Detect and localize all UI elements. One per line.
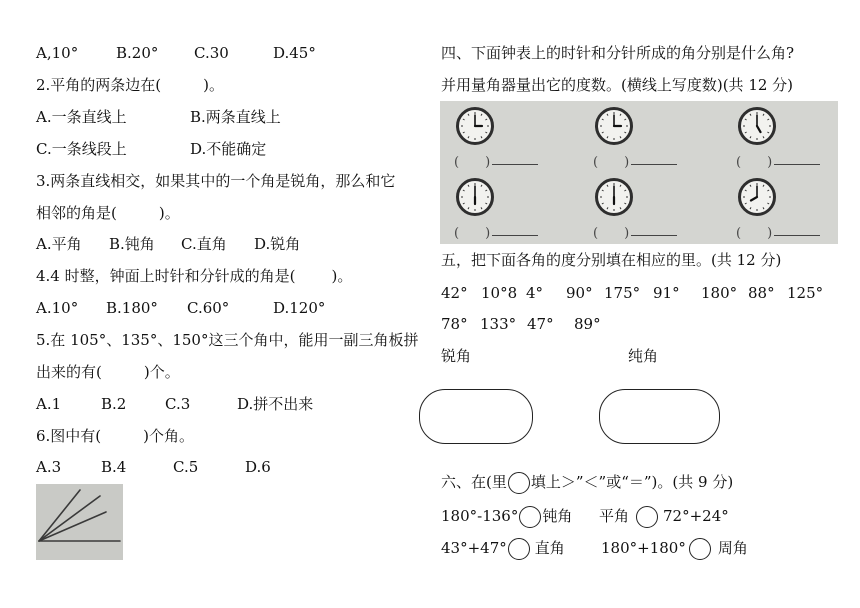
angle-value: 125° xyxy=(787,284,824,302)
angle-value: 42° xyxy=(441,284,468,302)
angle-type-blank[interactable]: ( ) xyxy=(593,155,630,170)
hour-hand xyxy=(751,197,757,201)
obtuse-answer-oval[interactable] xyxy=(599,389,720,444)
q5-option-c[interactable]: C.3 xyxy=(165,395,191,413)
angle-type-blank[interactable]: ( ) xyxy=(736,226,773,241)
q5-option-a[interactable]: A.1 xyxy=(36,395,62,413)
degree-answer-line[interactable] xyxy=(492,235,538,236)
answer-circle-icon xyxy=(508,472,530,494)
angle-value: 180° xyxy=(701,284,738,302)
q3-option-c[interactable]: C.直角 xyxy=(181,235,227,253)
q6-option-a[interactable]: A.3 xyxy=(36,458,62,476)
angle-value: 133° xyxy=(480,315,517,333)
compare-circle-1[interactable] xyxy=(519,506,541,528)
q3-option-b[interactable]: B.钝角 xyxy=(109,235,155,253)
q5-option-d[interactable]: D.拼不出来 xyxy=(237,395,314,413)
degree-answer-line[interactable] xyxy=(774,164,820,165)
q2-stem: 2.平角的两条边在( )。 xyxy=(36,76,225,94)
q2-option-b[interactable]: B.两条直线上 xyxy=(190,108,281,126)
compare-circle-2[interactable] xyxy=(636,506,658,528)
angle-value: 89° xyxy=(574,315,601,333)
angle-type-blank[interactable]: ( ) xyxy=(454,226,491,241)
angle-value: 78° xyxy=(441,315,468,333)
q3-stem-line2: 相邻的角是( )。 xyxy=(36,204,180,222)
section5-title: 五，把下面各角的度分别填在相应的里。(共 12 分) xyxy=(441,251,782,269)
angle-value: 175° xyxy=(604,284,641,302)
angle-value: 47° xyxy=(527,315,554,333)
clock-5-icon xyxy=(595,178,633,216)
degree-answer-line[interactable] xyxy=(631,235,677,236)
acute-angle-label: 锐角 xyxy=(441,347,472,365)
q3-stem-line1: 3.两条直线相交，如果其中的一个角是锐角，那么和它 xyxy=(36,172,396,190)
angles-figure-image xyxy=(36,484,123,560)
q6-option-b[interactable]: B.4 xyxy=(101,458,127,476)
compare-circle-4[interactable] xyxy=(689,538,711,560)
q1-option-a[interactable]: A,10° xyxy=(36,44,79,62)
acute-answer-oval[interactable] xyxy=(419,389,533,444)
compare-row2-a: 43°+47° 直角 xyxy=(441,538,565,560)
angle-value: 91° xyxy=(653,284,680,302)
q6-option-d[interactable]: D.6 xyxy=(245,458,271,476)
angle-type-blank[interactable]: ( ) xyxy=(454,155,491,170)
clock-3-icon xyxy=(738,107,776,145)
q4-stem: 4.4 时整，钟面上时针和分针成的角是( )。 xyxy=(36,267,353,285)
clock-1-icon xyxy=(456,107,494,145)
compare-row1-b: 平角 72°+24° xyxy=(599,506,729,528)
degree-answer-line[interactable] xyxy=(774,235,820,236)
clock-2-icon xyxy=(595,107,633,145)
q6-option-c[interactable]: C.5 xyxy=(173,458,199,476)
q4-option-a[interactable]: A.10° xyxy=(36,299,79,317)
obtuse-angle-label: 纯角 xyxy=(628,347,659,365)
q4-option-c[interactable]: C.60° xyxy=(187,299,230,317)
angle-rays-figure xyxy=(36,484,123,560)
hour-hand xyxy=(757,126,761,132)
q1-option-c[interactable]: C.30 xyxy=(194,44,229,62)
q4-option-b[interactable]: B.180° xyxy=(106,299,158,317)
q5-option-b[interactable]: B.2 xyxy=(101,395,127,413)
q2-option-a[interactable]: A.一条直线上 xyxy=(36,108,127,126)
angle-value: 4° xyxy=(526,284,544,302)
clocks-image xyxy=(440,101,838,244)
section4-title-line1: 四、下面钟表上的时针和分针所成的角分别是什么角? xyxy=(441,44,795,62)
q1-option-b[interactable]: B.20° xyxy=(116,44,159,62)
q1-option-d[interactable]: D.45° xyxy=(273,44,316,62)
q4-option-d[interactable]: D.120° xyxy=(273,299,326,317)
clock-6-icon xyxy=(738,178,776,216)
angle-value: 88° xyxy=(748,284,775,302)
angle-value: 90° xyxy=(566,284,593,302)
compare-circle-3[interactable] xyxy=(508,538,530,560)
q2-option-c[interactable]: C.一条线段上 xyxy=(36,140,127,158)
compare-row2-b: 180°+180° 周角 xyxy=(601,538,748,560)
q5-stem-line2: 出来的有( )个。 xyxy=(36,363,180,381)
compare-row1-a: 180°-136° 钝角 xyxy=(441,506,572,528)
q3-option-d[interactable]: D.锐角 xyxy=(254,235,301,253)
section4-title-line2: 并用量角器量出它的度数。(横线上写度数)(共 12 分) xyxy=(441,76,794,94)
degree-answer-line[interactable] xyxy=(492,164,538,165)
degree-answer-line[interactable] xyxy=(631,164,677,165)
section6-title: 六、在(里 填上＞”＜”或“＝”)。(共 9 分) xyxy=(441,472,733,494)
angle-type-blank[interactable]: ( ) xyxy=(593,226,630,241)
clock-4-icon xyxy=(456,178,494,216)
q2-option-d[interactable]: D.不能确定 xyxy=(190,140,267,158)
q6-stem: 6.图中有( )个角。 xyxy=(36,427,195,445)
angle-type-blank[interactable]: ( ) xyxy=(736,155,773,170)
q3-option-a[interactable]: A.平角 xyxy=(36,235,82,253)
q5-stem-line1: 5.在 105°、135°、150°这三个角中，能用一副三角板拼 xyxy=(36,331,419,349)
angle-value: 10°8 xyxy=(481,284,518,302)
